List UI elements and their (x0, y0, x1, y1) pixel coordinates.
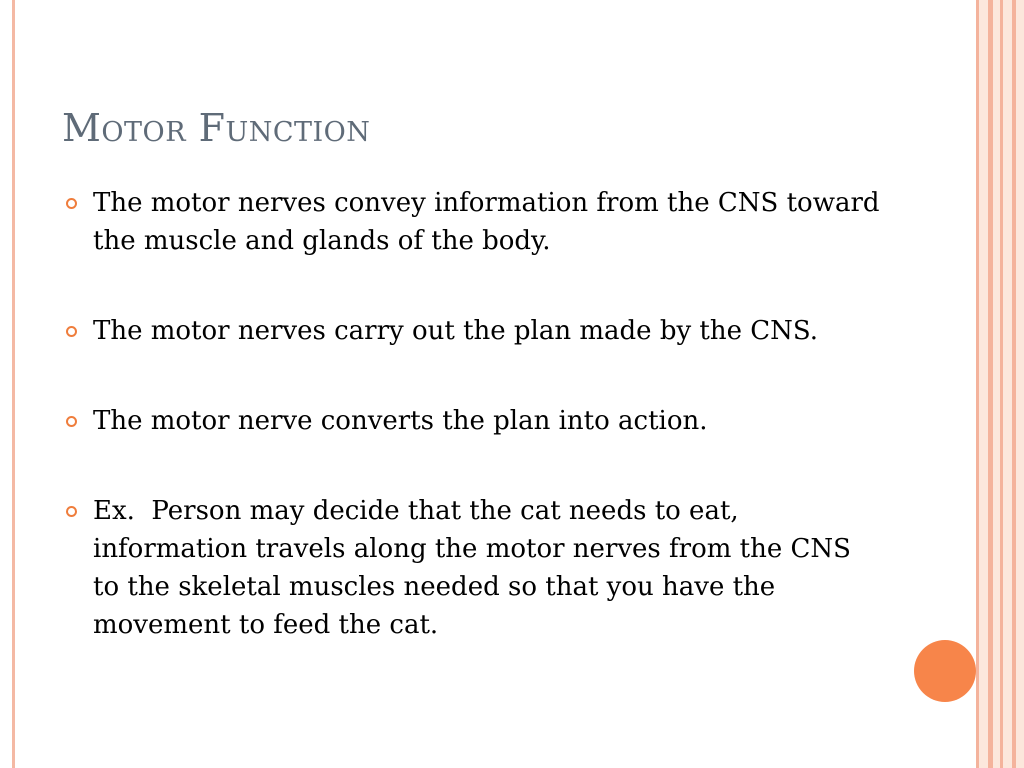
bullet-item (62, 402, 882, 440)
bullet-text: The motor nerves carry out the plan made by the CNS. (93, 316, 819, 346)
bullet-item (62, 312, 882, 350)
right-border-stripe (976, 0, 979, 768)
slide-title: Motor Function (62, 106, 371, 150)
bullet-circle-icon (66, 506, 77, 517)
orange-circle-decoration-icon (914, 640, 976, 702)
bullet-list (62, 184, 888, 644)
left-border-line (12, 0, 15, 768)
bullet-text: Ex. Person may decide that the cat needs to eat, information travels along the motor nerves from the CNS to the skeletal muscles needed so that you have the movement to feed the cat. (93, 496, 860, 640)
right-border-stripe (1012, 0, 1016, 768)
right-border-stripe (1000, 0, 1003, 768)
bullet-circle-icon (66, 198, 77, 209)
right-border-stripe (988, 0, 993, 768)
bullet-circle-icon (66, 326, 77, 337)
bullet-item (62, 492, 882, 644)
bullet-item (62, 184, 888, 260)
bullet-text: The motor nerves convey information from the CNS toward the muscle and glands of the body. (93, 188, 888, 256)
bullet-circle-icon (66, 416, 77, 427)
bullet-text: The motor nerve converts the plan into action. (93, 406, 708, 436)
